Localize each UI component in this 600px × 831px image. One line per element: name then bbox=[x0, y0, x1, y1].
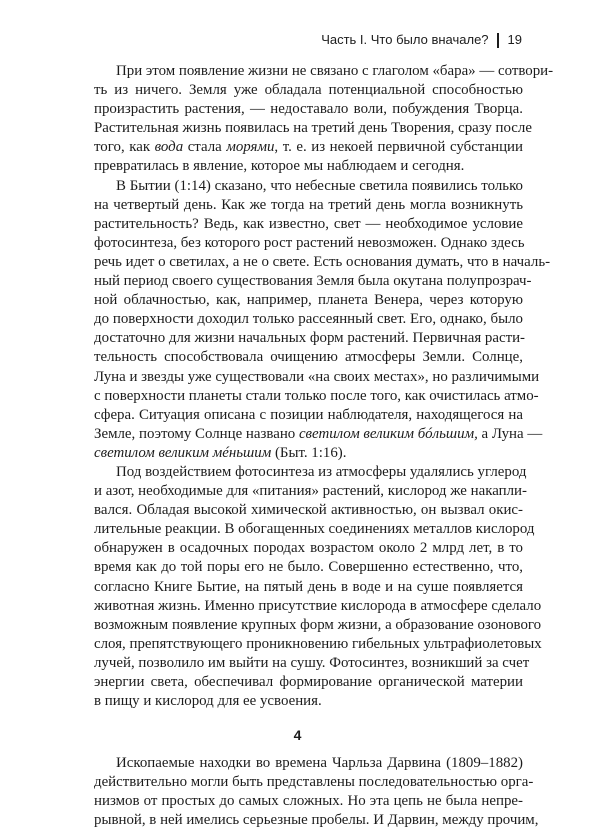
text-run: Земле, поэтому Солнце названо bbox=[94, 425, 299, 442]
text-run: того, как bbox=[94, 139, 155, 156]
italic-run: морями bbox=[226, 139, 275, 156]
text-line: лительные реакции. В обогащенных соединениях металлов кислород bbox=[94, 521, 535, 538]
running-header bbox=[321, 32, 522, 48]
text-line: время как до той поры его не было. Совершенно естественно, что, bbox=[94, 559, 523, 576]
text-line: до поверхности доходил только рассеянный свет. Его, однако, было bbox=[94, 311, 523, 328]
text-line bbox=[72, 138, 523, 157]
text-line bbox=[72, 444, 523, 463]
text-line: ный период своего существования Земля была окутана полупрозрач- bbox=[94, 273, 532, 290]
text-line: ной облачностью, как, например, планета Венера, через которую bbox=[94, 292, 523, 309]
text-line: обнаружен в осадочных породах возрастом около 2 млрд лет, в то bbox=[94, 540, 523, 557]
text-run: (Быт. 1:16). bbox=[271, 444, 347, 461]
text-line bbox=[72, 425, 543, 444]
italic-run: вода bbox=[154, 139, 184, 156]
page-number: 19 bbox=[507, 32, 522, 47]
text-line: Под воздействием фотосинтеза из атмосферы удалялись углерод bbox=[116, 463, 527, 480]
text-line: низмов от простых до самых сложных. Но эта цепь не была непре- bbox=[94, 793, 523, 810]
text-line: возможным появление крупных форм жизни, а образование озонового bbox=[94, 616, 542, 633]
text-line: тельность способствовала очищению атмосферы Земли. Солнце, bbox=[94, 349, 523, 366]
text-line: на четвертый день. Как же тогда на третий день могла возникнуть bbox=[94, 196, 523, 213]
text-line: рывной, в ней имелись серьезные пробелы. И Дарвин, между прочим, bbox=[94, 812, 539, 829]
text-line: вался. Обладая высокой химической активностью, он вызвал окис- bbox=[94, 502, 523, 519]
text-run: стала bbox=[183, 139, 227, 156]
paragraph-2 bbox=[72, 177, 551, 463]
text-line: действительно могли быть представлены последовательностью орга- bbox=[94, 774, 534, 791]
page-body bbox=[72, 62, 554, 831]
text-line: с поверхности планеты стали только после того, как очистилась атмо- bbox=[94, 387, 539, 404]
text-line: и азот, необходимые для «питания» растений, кислород же накапли- bbox=[94, 483, 527, 500]
paragraph-1 bbox=[72, 62, 554, 177]
text-run: , т. е. из некоей первичной субстанции bbox=[274, 139, 523, 156]
italic-run: светилом великим мéньшим bbox=[94, 444, 272, 461]
text-line: достаточно для жизни начальных форм растений. Первичная расти- bbox=[94, 330, 525, 347]
text-line: превратилась в явление, которое мы наблюдаем и сегодня. bbox=[94, 158, 465, 175]
text-line: Ископаемые находки во времена Чарльза Дарвина (1809–1882) bbox=[116, 755, 523, 772]
text-line: растительность? Ведь, как известно, свет — необходимое условие bbox=[94, 215, 523, 232]
text-line: животная жизнь. Именно присутствие кислорода в атмосфере сделало bbox=[94, 597, 542, 614]
text-line: ть из ничего. Земля уже обладала потенциальной способностью bbox=[94, 82, 523, 99]
text-line: Растительная жизнь появилась на третий день Творения, сразу после bbox=[94, 120, 532, 137]
paragraph-3 bbox=[72, 463, 542, 711]
text-line: речь идет о светилах, а не о свете. Есть основания думать, что в началь- bbox=[94, 253, 551, 270]
text-line: произрастить растения, — недоставало воли, побуждения Творца. bbox=[94, 101, 523, 118]
text-line: согласно Книге Бытие, на пятый день в воде и на суше появляется bbox=[94, 578, 523, 595]
text-line: Луна и звезды уже существовали «на своих местах», но различимыми bbox=[94, 368, 540, 385]
header-divider bbox=[497, 33, 499, 48]
text-line: слоя, препятствующего проникновению гибельных ультрафиолетовых bbox=[94, 635, 542, 652]
text-line: В Бытии (1:14) сказано, что небесные светила появились только bbox=[116, 177, 523, 194]
chapter-title: Часть I. Что было вначале? bbox=[321, 32, 489, 47]
text-line: в пищу и кислород для ее усвоения. bbox=[94, 693, 322, 710]
text-line: лучей, позволило им выйти на сушу. Фотосинтез, возникший за счет bbox=[94, 654, 530, 671]
section-number: 4 bbox=[293, 727, 302, 744]
text-line: фотосинтеза, без которого рост растений невозможен. Однако здесь bbox=[94, 234, 525, 251]
text-run: а Луна — bbox=[477, 425, 543, 442]
text-line: сфера. Ситуация описана с позиции наблюдателя, находящегося на bbox=[94, 406, 523, 423]
text-line: При этом появление жизни не связано с глаголом «бара» — сотвори- bbox=[116, 63, 554, 79]
text-line: энергии света, обеспечивал формирование органической материи bbox=[94, 674, 523, 690]
paragraph-4 bbox=[72, 754, 539, 830]
italic-run: светилом великим бóльшим, bbox=[298, 425, 478, 442]
